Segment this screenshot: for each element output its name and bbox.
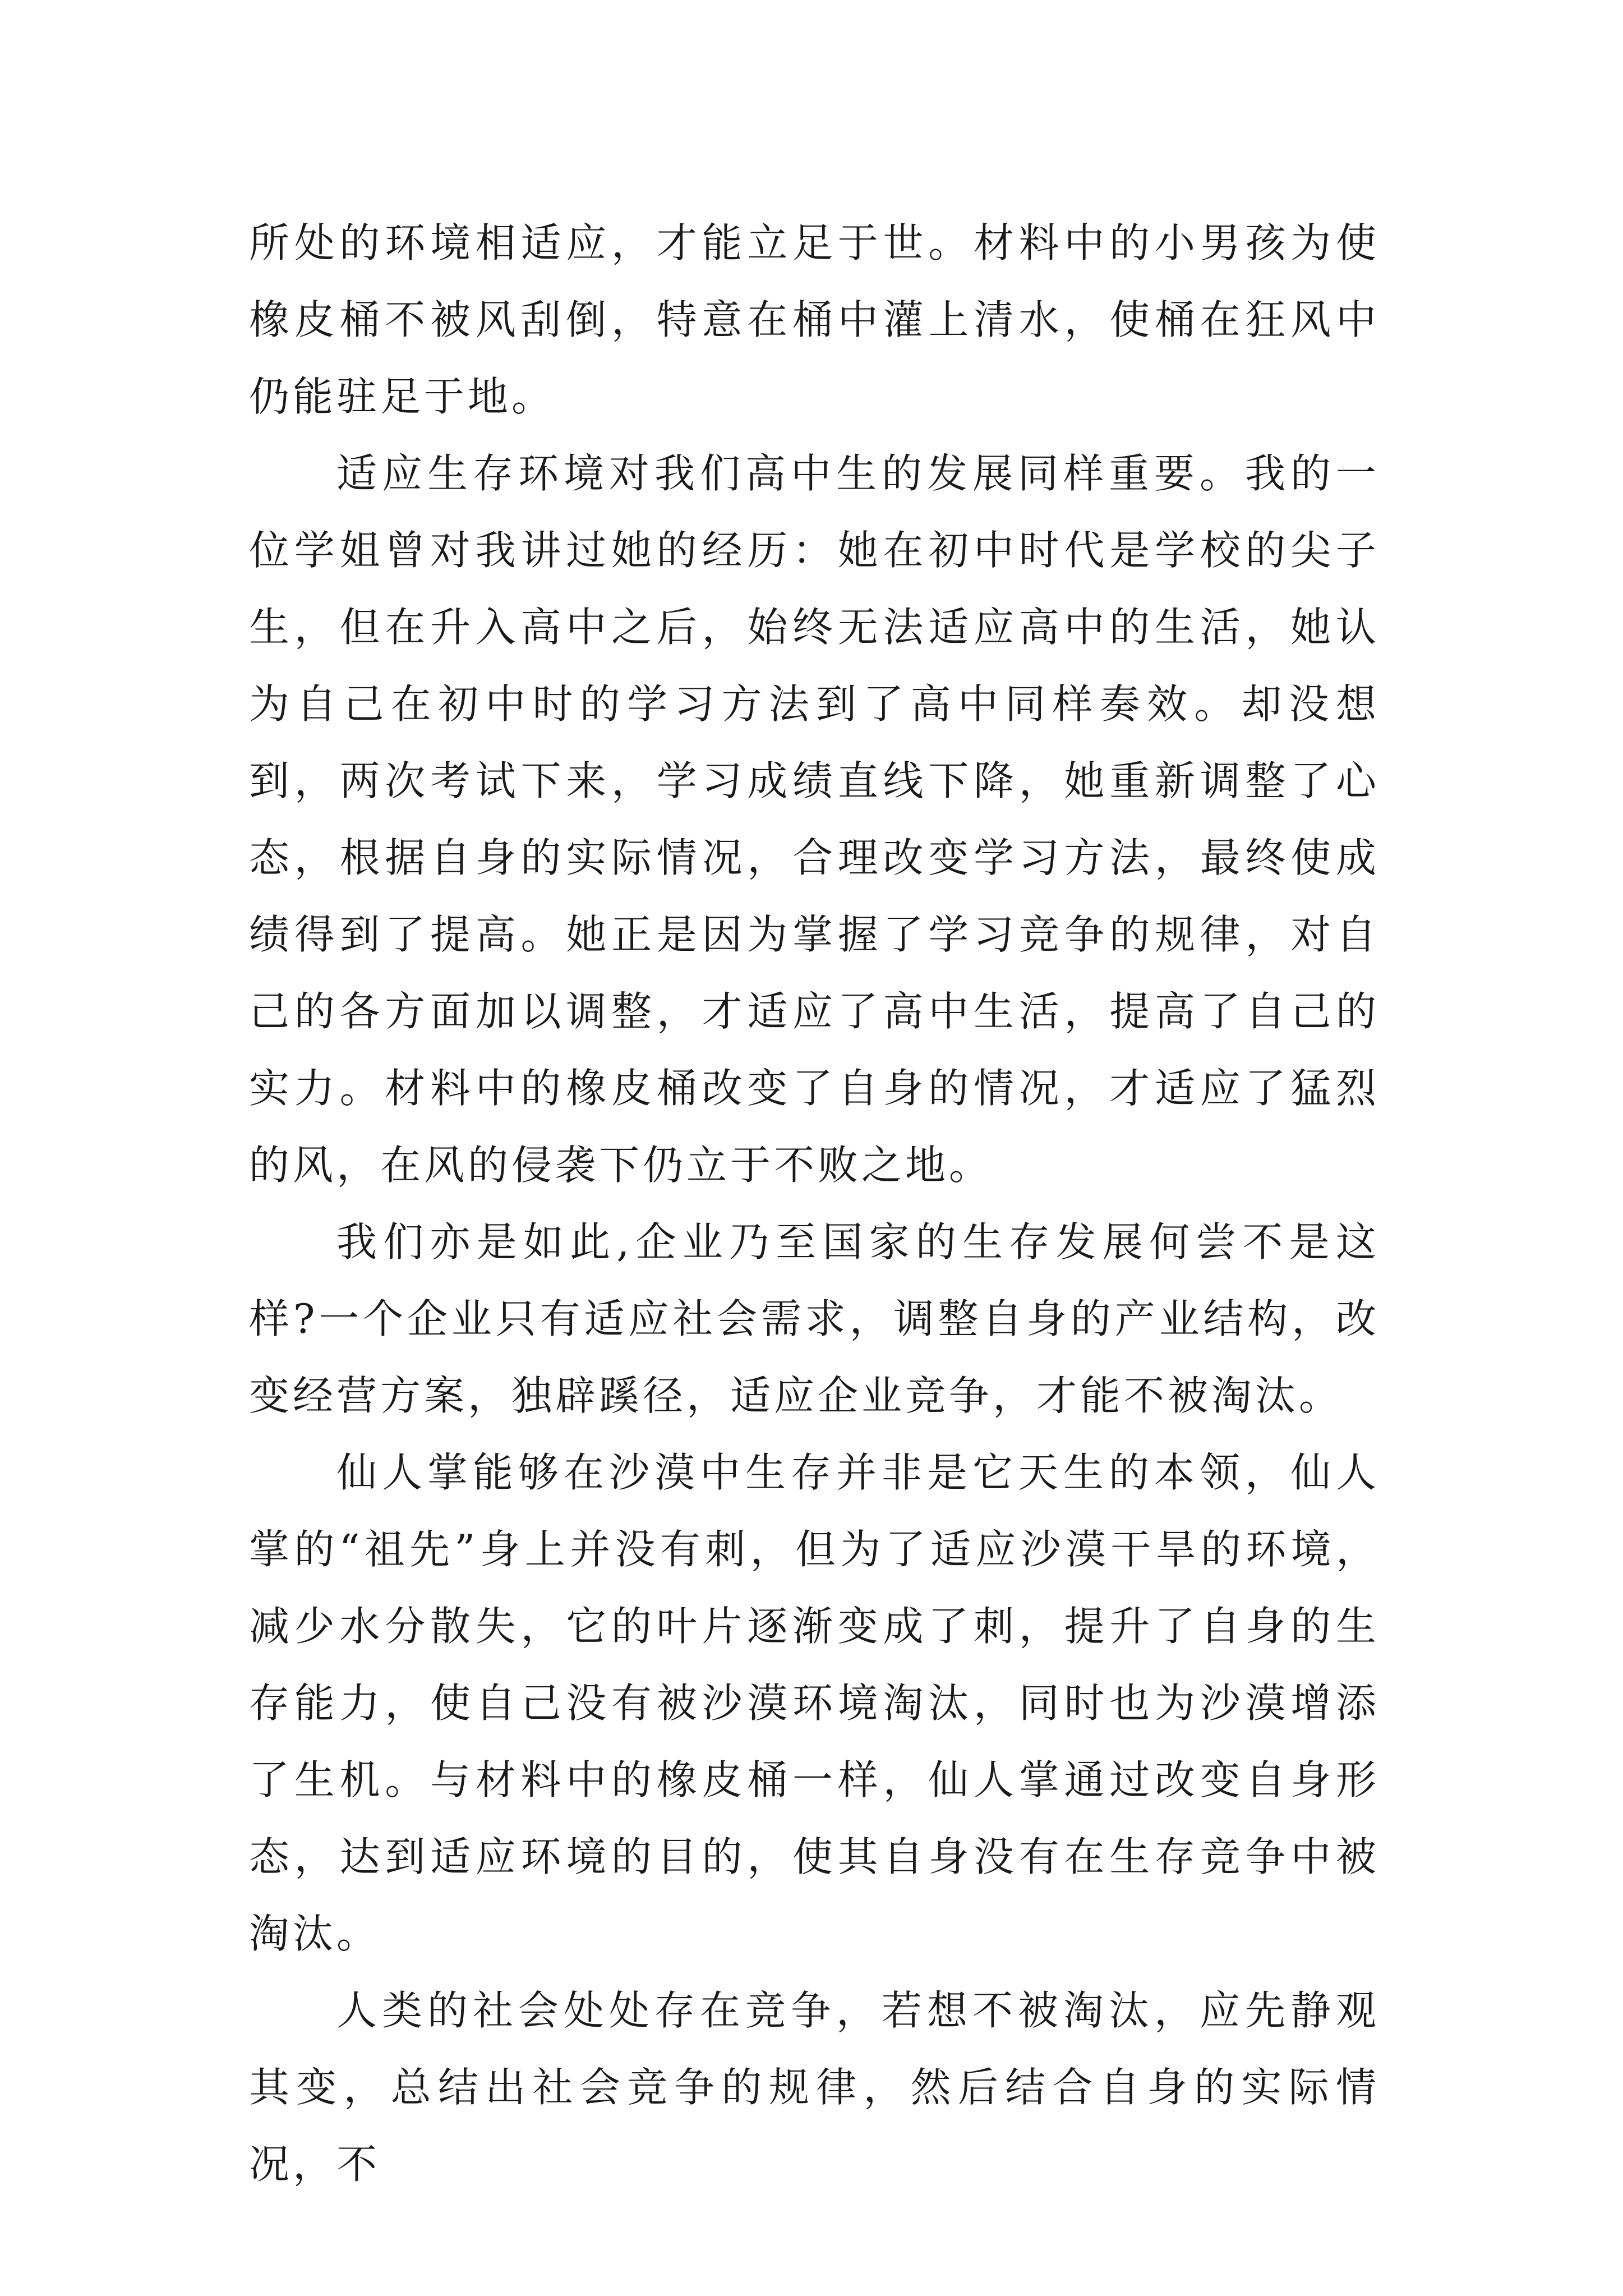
document-body — [249, 205, 1380, 2203]
paragraph-3: 我们亦是如此,企业乃至国家的生存发展何尝不是这样?一个企业只有适应社会需求，调整自身的产业结构，改变经营方案，独辟蹊径，适应企业竞争，才能不被淘汰。 — [249, 1218, 1380, 1419]
paragraph-4: 仙人掌能够在沙漠中生存并非是它天生的本领，仙人掌的“祖先”身上并没有刺，但为了适应沙漠干旱的环境，减少水分散失，它的叶片逐渐变成了刺，提升了自身的生存能力，使自己没有被沙漠环境淘汰，同时也为沙漠增添了生机。与材料中的橡皮桶一样，仙人掌通过改变自身形态，达到适应环境的目的，使其自身没有在生存竞争中被淘汰。 — [249, 1449, 1380, 1957]
paragraph-5: 人类的社会处处存在竞争，若想不被淘汰，应先静观其变，总结出社会竞争的规律，然后结合自身的实际情况，不 — [249, 1987, 1380, 2188]
paragraph-1: 所处的环境相适应，才能立足于世。材料中的小男孩为使橡皮桶不被风刮倒，特意在桶中灌上清水，使桶在狂风中仍能驻足于地。 — [249, 219, 1380, 420]
paragraph-2: 适应生存环境对我们高中生的发展同样重要。我的一位学姐曾对我讲过她的经历：她在初中时代是学校的尖子生，但在升入高中之后，始终无法适应高中的生活，她认为自己在初中时的学习方法到了高中同样奏效。却没想到，两次考试下来，学习成绩直线下降，她重新调整了心态，根据自身的实际情况，合理改变学习方法，最终使成绩得到了提高。她正是因为掌握了学习竞争的规律，对自己的各方面加以调整，才适应了高中生活，提高了自己的实力。材料中的橡皮桶改变了自身的情况，才适应了猛烈的风，在风的侵袭下仍立于不败之地。 — [249, 450, 1380, 1189]
